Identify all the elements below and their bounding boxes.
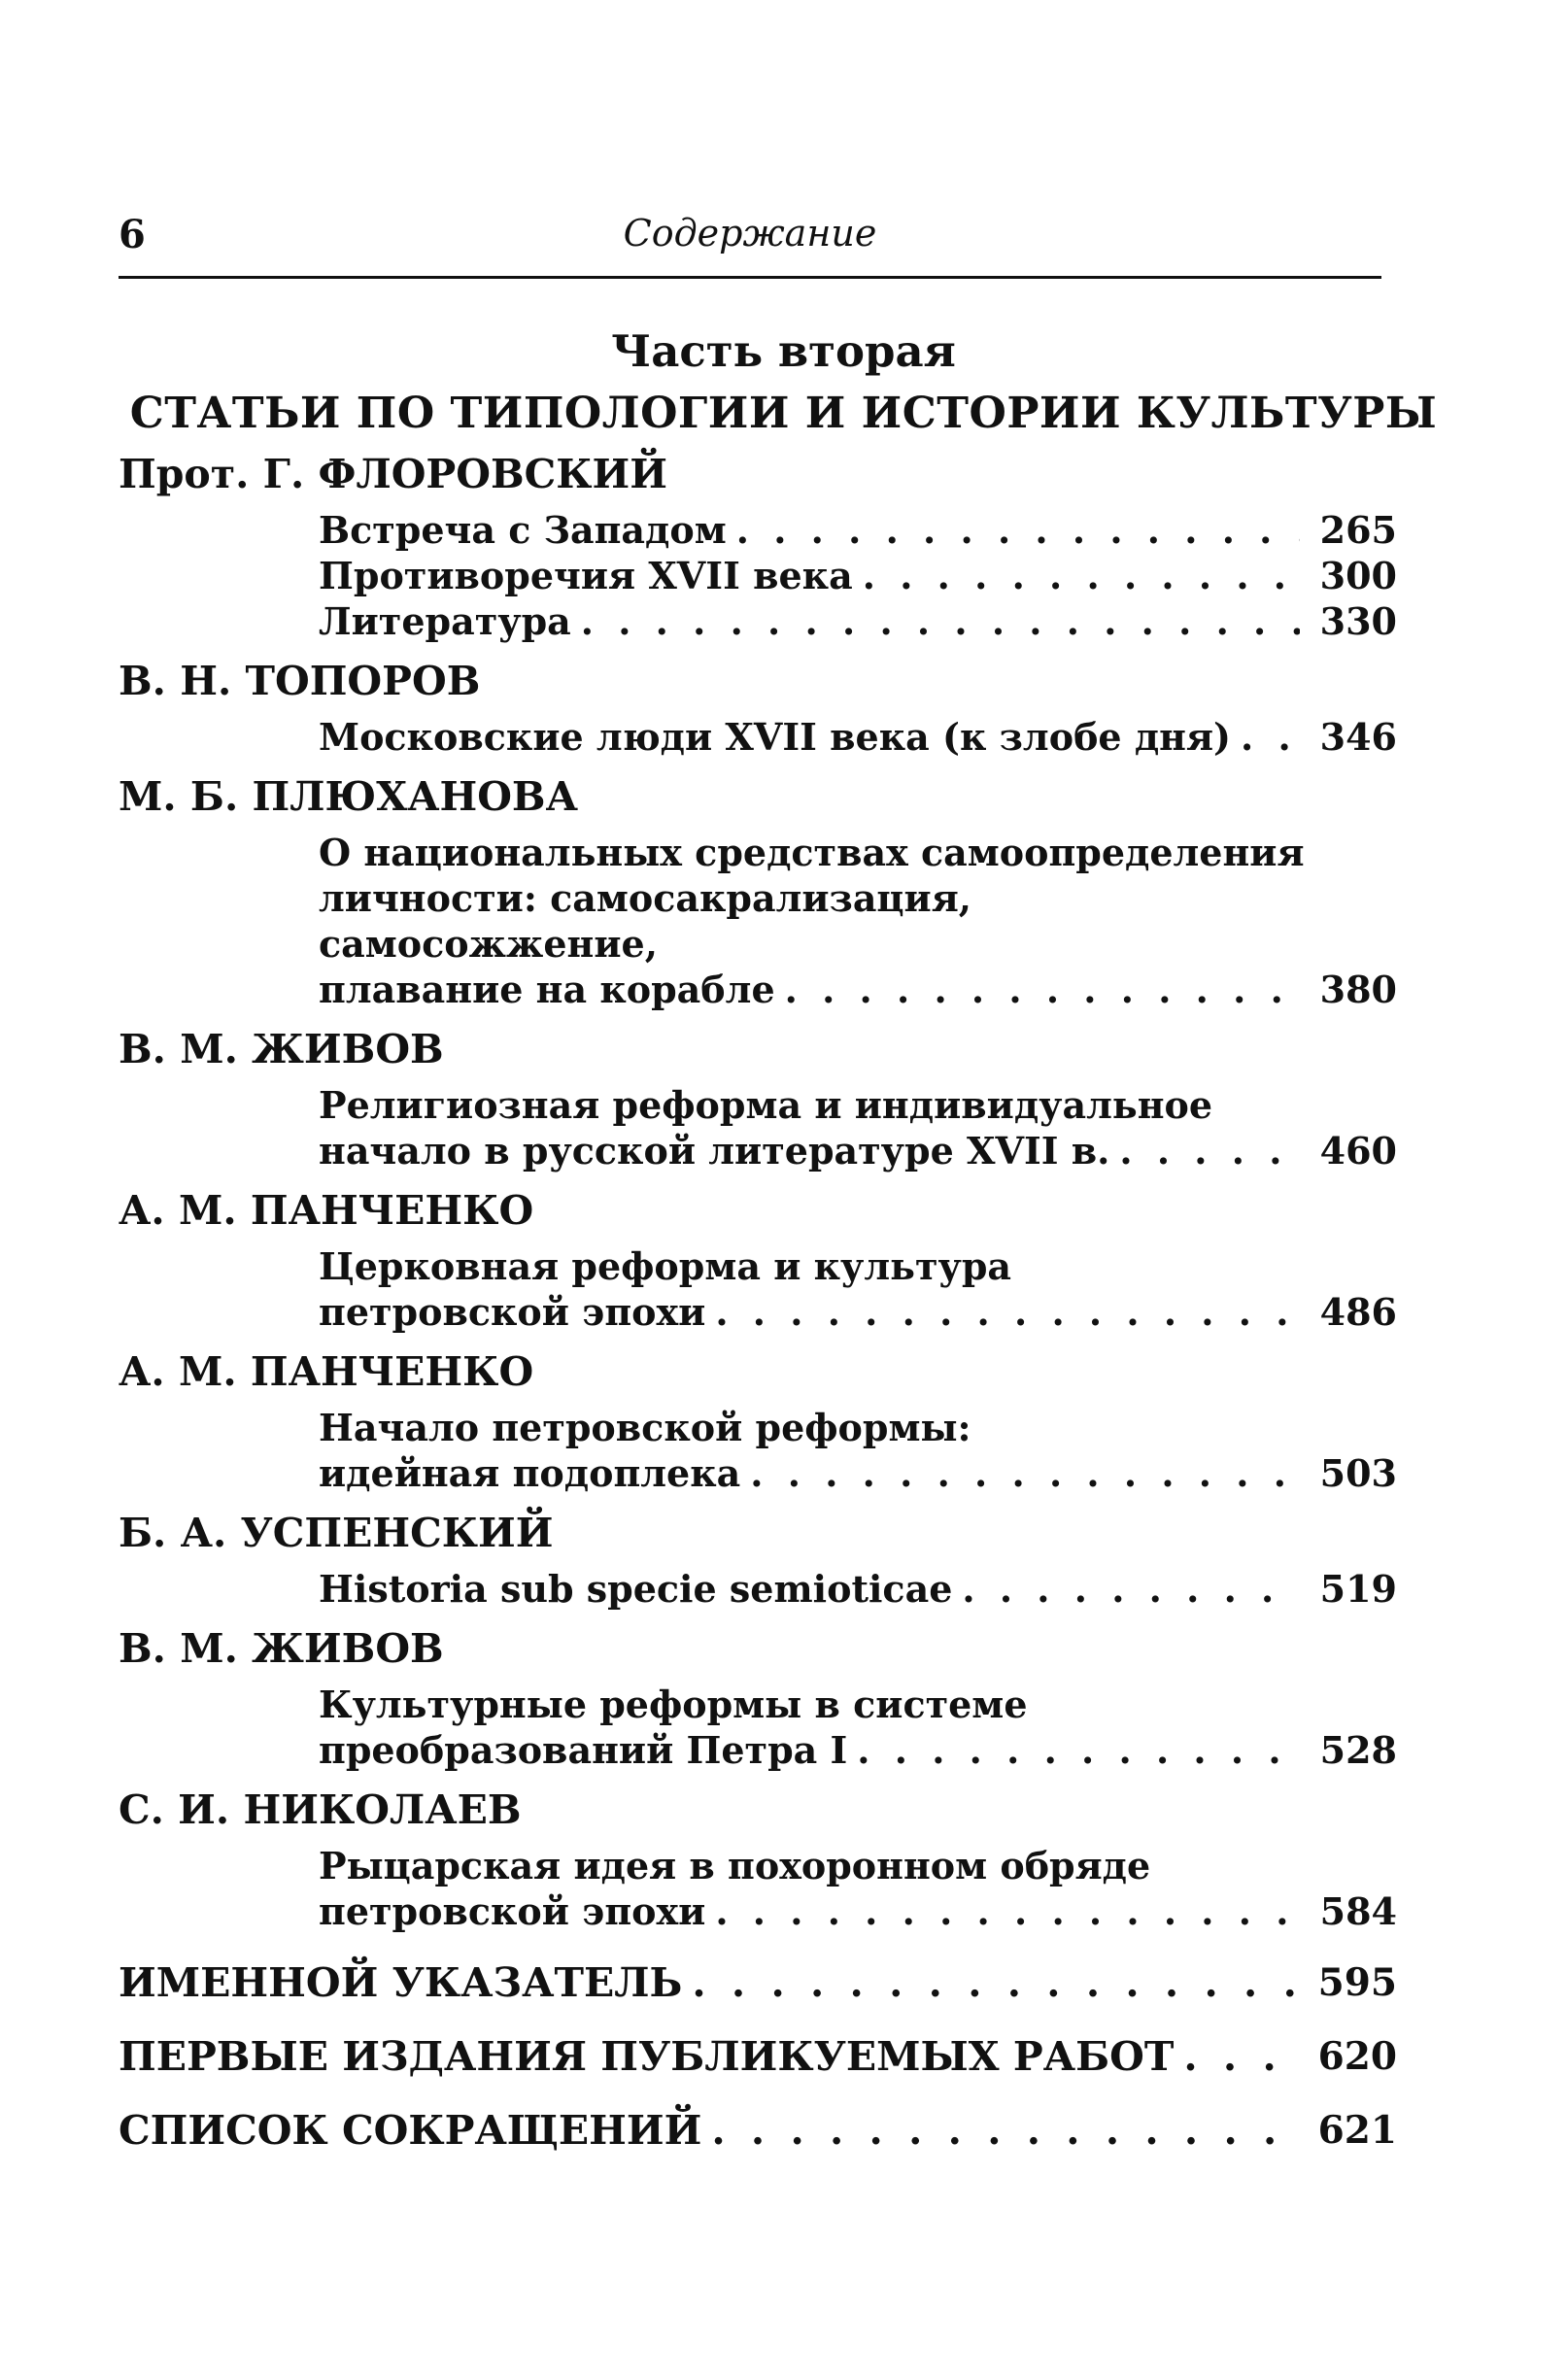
toc-entry-title-line: Встреча с Западом <box>319 508 727 552</box>
toc-entry <box>319 507 1397 553</box>
dot-leader <box>1241 714 1300 760</box>
dot-leader <box>1183 2031 1300 2082</box>
dot-leader <box>785 967 1300 1012</box>
toc-entry <box>319 1682 1397 1773</box>
toc-entry-title-line: Начало петровской реформы: <box>319 1406 971 1449</box>
page-ref: 519 <box>1319 1567 1397 1611</box>
toc-entry-title-line: Культурные реформы в системе <box>319 1683 1028 1726</box>
toc-entry-last-line <box>319 1888 1310 1934</box>
toc-entry <box>319 714 1397 760</box>
author-entries <box>319 1843 1397 1934</box>
dot-leader <box>715 1289 1300 1335</box>
page-ref: 621 <box>1317 2108 1397 2153</box>
part-label: Часть вторая <box>611 325 956 377</box>
table-of-contents <box>119 449 1397 2156</box>
part-title: СТАТЬИ ПО ТИПОЛОГИИ И ИСТОРИИ КУЛЬТУРЫ <box>129 389 1438 438</box>
toc-entry-title-line: плавание на корабле <box>319 968 775 1011</box>
toc-entry-last-line <box>319 714 1310 760</box>
author-entries <box>319 1566 1397 1612</box>
author-name: В. Н. ТОПОРОВ <box>119 658 481 704</box>
dot-leader <box>962 1566 1300 1612</box>
page-ref: 620 <box>1317 2034 1397 2079</box>
toc-entry <box>319 1405 1397 1496</box>
dot-leader <box>857 1727 1300 1773</box>
toc-entry-last-line <box>319 553 1310 598</box>
page-ref: 584 <box>1319 1889 1397 1933</box>
page-ref: 330 <box>1319 599 1397 643</box>
page-ref: 265 <box>1319 508 1397 552</box>
header-rule <box>119 276 1381 279</box>
toc-entry <box>319 598 1397 644</box>
dot-leader <box>711 2105 1300 2156</box>
toc-entry-last-line <box>319 967 1310 1012</box>
toc-entry <box>319 1566 1397 1612</box>
author-entries <box>319 1682 1397 1773</box>
author-name: С. И. НИКОЛАЕВ <box>119 1786 522 1833</box>
running-title: Содержание <box>623 212 877 255</box>
page-ref: 460 <box>1319 1129 1397 1173</box>
toc-main-entry-title: ПЕРВЫЕ ИЗДАНИЯ ПУБЛИКУЕМЫХ РАБОТ <box>119 2033 1175 2080</box>
toc-entry <box>319 553 1397 598</box>
toc-entry-title-line: О национальных средствах самоопределения <box>319 831 1305 874</box>
toc-entry-title-line: личности: самосакрализация, самосожжение, <box>319 876 971 966</box>
page-ref: 595 <box>1317 1960 1397 2005</box>
toc-entry-last-line <box>319 598 1310 644</box>
toc-main-entry <box>119 2105 1397 2156</box>
author-name: Прот. Г. ФЛОРОВСКИЙ <box>119 451 668 497</box>
author-entries <box>319 714 1397 760</box>
toc-entry <box>319 830 1397 1012</box>
dot-leader <box>715 1888 1300 1934</box>
author-name: А. М. ПАНЧЕНКО <box>119 1187 534 1234</box>
dot-leader <box>863 553 1300 598</box>
toc-main-entry-title: ИМЕННОЙ УКАЗАТЕЛЬ <box>119 1959 683 2006</box>
author-entries <box>319 830 1397 1012</box>
toc-entry-title-line: Московские люди XVII века (к злобе дня) <box>319 715 1232 759</box>
toc-entry-title-line: Противоречия XVII века <box>319 554 853 597</box>
author-name: В. М. ЖИВОВ <box>119 1625 444 1672</box>
toc-entry-title-line: Литература <box>319 599 571 643</box>
page-ref: 503 <box>1319 1451 1397 1495</box>
dot-leader <box>581 598 1300 644</box>
toc-main-entry-title: СПИСОК СОКРАЩЕНИЙ <box>119 2107 702 2154</box>
dot-leader <box>750 1450 1300 1496</box>
toc-main-entry <box>119 2031 1397 2082</box>
author-name: А. М. ПАНЧЕНКО <box>119 1348 534 1395</box>
author-entries <box>319 507 1397 644</box>
toc-entry-title-line: Рыцарская идея в похоронном обряде <box>319 1844 1151 1887</box>
toc-entry-last-line <box>319 507 1310 553</box>
page-ref: 486 <box>1319 1290 1397 1334</box>
toc-entry-last-line <box>319 1128 1310 1173</box>
toc-main-entry <box>119 1957 1397 2008</box>
page-ref: 528 <box>1319 1728 1397 1772</box>
page-number: 6 <box>119 212 146 257</box>
toc-entry <box>319 1243 1397 1335</box>
toc-entry-title-line: петровской эпохи <box>319 1889 706 1933</box>
author-entries <box>319 1405 1397 1496</box>
toc-entry-last-line <box>319 1289 1310 1335</box>
author-entries <box>319 1082 1397 1173</box>
author-name: Б. А. УСПЕНСКИЙ <box>119 1510 554 1556</box>
toc-entry-title-line: Религиозная реформа и индивидуальное <box>319 1083 1213 1127</box>
page-ref: 300 <box>1319 554 1397 597</box>
toc-entry-title-line: идейная подоплека <box>319 1451 741 1495</box>
running-head <box>119 212 1381 270</box>
toc-entry-title-line: преобразований Петра I <box>319 1728 848 1772</box>
author-entries <box>319 1243 1397 1335</box>
dot-leader <box>692 1957 1300 2008</box>
toc-entry-last-line <box>319 1727 1310 1773</box>
toc-entry-last-line <box>319 1566 1310 1612</box>
page-ref: 346 <box>1319 715 1397 759</box>
toc-entry-title-line: Historia sub specie semioticae <box>319 1567 953 1611</box>
toc-entry-last-line <box>319 1450 1310 1496</box>
toc-entry-title-line: петровской эпохи <box>319 1290 706 1334</box>
author-name: В. М. ЖИВОВ <box>119 1026 444 1072</box>
toc-entry-title-line: Церковная реформа и культура <box>319 1244 1012 1288</box>
toc-entry <box>319 1843 1397 1934</box>
page-ref: 380 <box>1319 968 1397 1011</box>
dot-leader <box>736 507 1300 553</box>
toc-entry <box>319 1082 1397 1173</box>
toc-entry-title-line: начало в русской литературе XVII в. <box>319 1129 1110 1173</box>
dot-leader <box>1119 1128 1300 1173</box>
author-name: М. Б. ПЛЮХАНОВА <box>119 773 578 820</box>
